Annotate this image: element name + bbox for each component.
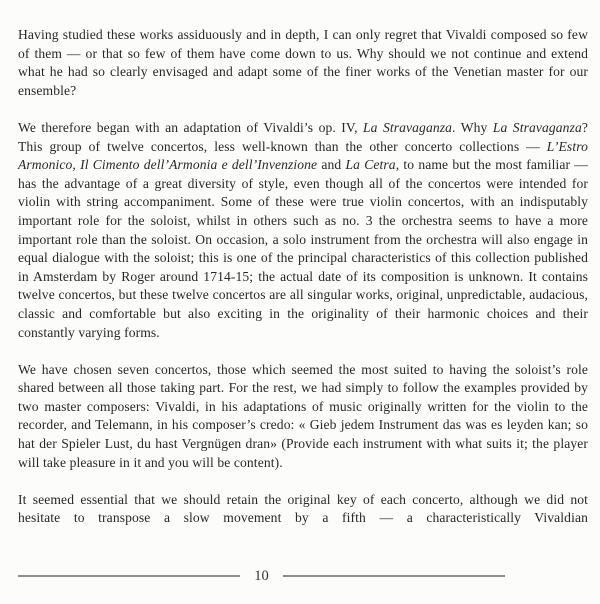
text-run: and (317, 157, 346, 173)
italic-title-text: La Stravaganza (362, 119, 453, 135)
page-text-block (18, 26, 588, 528)
text-run: . Why (452, 119, 493, 135)
text-run: , to name but the most familiar — has the advantage of a great diversity of style, even though all of the concertos were intended for violin with string accompaniment. Some of these were true violin concertos, with an indisputably important role for the soloist, whilst in others such as no. 3 the orchestra seems to have a more important role than the soloist. On occasion, a solo instrument from the orchestra will also engage in equal dialogue with the soloist; this is one of the principal characteristics of this collection published in Amsterdam by Roger around 1714-15; the actual date of its composition is unknown. It contains twelve concertos, but these twelve concertos are all singular works, original, unpredictable, audacious, classic and comfortable but also exciting in the originality of their harmonic choices and their constantly varying forms. (18, 157, 588, 340)
paragraph-2 (18, 119, 588, 342)
text-run: We have chosen seven concertos, those which seemed the most suited to having the soloist’s role shared between all those taking part. For the rest, we had simply to follow the examples provided by two master composers: Vivaldi, in his adaptations of music originally written for the violin to the recorder, and Telemann, in his composer’s credo: « Gieb jedem Instrument das was es leyden kan; so hat der Spieler Lust, du hast Vergnügen dran» (Provide each instrument with what suits it; the player will take pleasure in it and you will be content). (18, 361, 588, 470)
paragraph-4 (18, 491, 588, 528)
italic-title-text: L’Estro Armonico, Il Cimento dell’Armonia e dell’Invenzione (18, 138, 588, 173)
italic-title-text: La Cetra (345, 157, 396, 173)
footer-rule-left (18, 575, 240, 577)
footer-rule-right (283, 575, 505, 577)
italic-title-text: La Stravaganza (492, 119, 582, 135)
paragraph-1 (18, 26, 588, 100)
paragraph-3 (18, 361, 588, 473)
page-footer (18, 567, 505, 585)
page-number: 10 (254, 568, 269, 584)
text-run: ? This group of twelve concertos, less well-known than the other concerto collections — (18, 119, 589, 154)
text-run: It seemed essential that we should retain the original key of each concerto, although we did not hesitate to transpose a slow movement by a fifth — a characteristically Vivaldian (18, 491, 588, 526)
text-run: We therefore began with an adaptation of Vivaldi’s op. IV, (18, 119, 363, 135)
text-run: Having studied these works assiduously and in depth, I can only regret that Vivaldi composed so few of them — or that so few of them have come down to us. Why should we not continue and extend what he had so clearly envisaged and adapt some of the finer works of the Venetian master for our ensemble? (18, 27, 588, 98)
